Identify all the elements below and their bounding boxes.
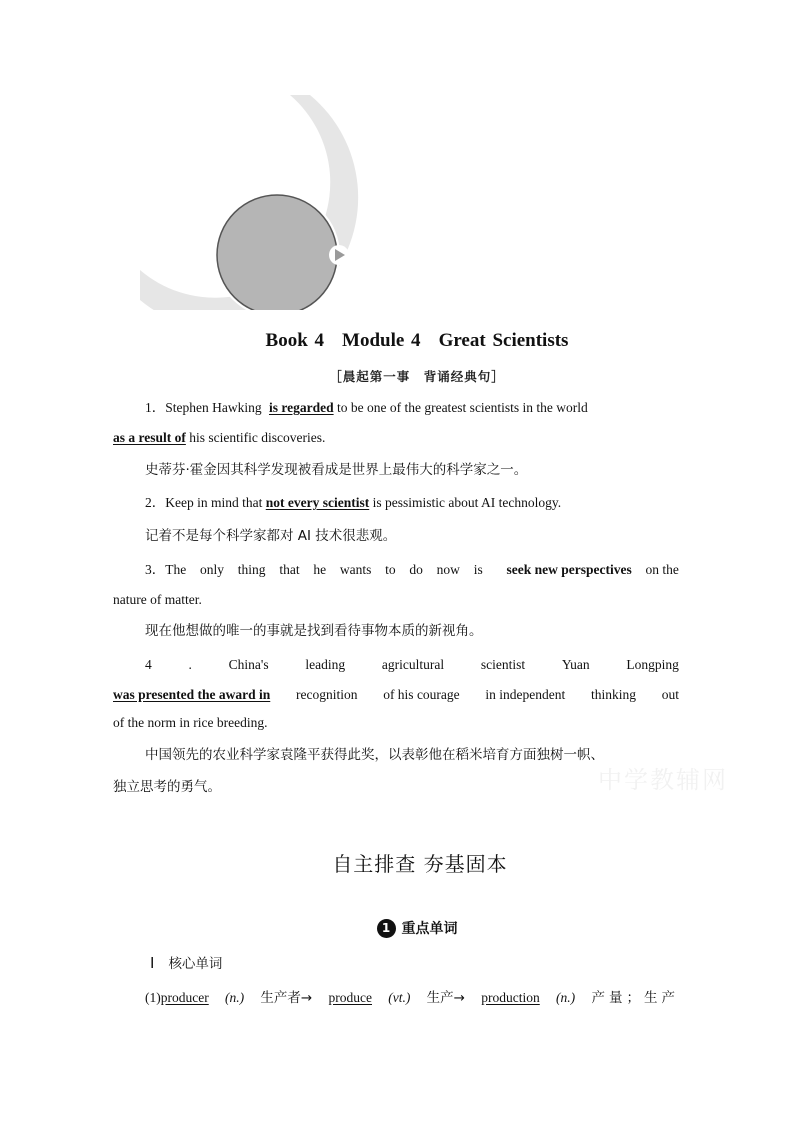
watermark: 中学教辅网 (598, 766, 728, 794)
sentence-3-cn: 现在他想做的唯一的事就是找到看待事物本质的新视角。 (145, 623, 483, 639)
decorative-circle-graphic (140, 95, 380, 310)
sentence-1-cn: 史蒂芬·霍金因其科学发现被看成是世界上最伟大的科学家之一。 (145, 462, 528, 478)
key-words-label: 重点单词 (401, 921, 458, 937)
sentence-1-en-line-1: 1．Stephen Hawking is regarded to be one of the greatest scientists in the world (145, 400, 588, 415)
sentence-4-en-line-3: of the norm in rice breeding. (113, 715, 268, 730)
core-words-heading: Ⅰ 核心单词 (150, 956, 223, 972)
play-icon[interactable] (329, 245, 349, 265)
key-words-heading (0, 918, 794, 938)
sentence-3-en-line-1: 3．The only thing that he wants to do now is seek new perspectives on the (145, 562, 679, 577)
sentence-2-cn: 记着不是每个科学家都对 AI 技术很悲观。 (145, 528, 397, 544)
section-heading: 自主排查 夯基固本 (332, 852, 508, 876)
page-title: Book 4 Module 4 Great Scientists (265, 330, 569, 351)
sentence-4-en-line-2: was presented the award in recognition of his courage in independent thinking out (113, 687, 679, 702)
sentence-4-en-line-1: 4 . China's leading agricultural scientist Yuan Longping (145, 657, 679, 672)
number-badge: 1 (377, 919, 396, 938)
sentence-4-cn-line-2: 独立思考的勇气。 (113, 779, 221, 795)
sentence-4-cn-line-1: 中国领先的农业科学家袁隆平获得此奖，以表彰他在稻米培育方面独树一帜、 (145, 747, 604, 763)
sentence-3-en-line-2: nature of matter. (113, 592, 202, 607)
section-subtitle: ［晨起第一事 背诵经典句］ (329, 370, 505, 384)
sentence-2-en: 2．Keep in mind that not every scientist is pessimistic about AI technology. (145, 495, 562, 510)
vocab-line-1: (1)producer (n.) 生产者→ produce (vt.) 生产→ production (n.) 产量；生产 (145, 990, 679, 1006)
sentence-1-en-line-2: as a result of his scientific discoveries. (113, 430, 326, 445)
